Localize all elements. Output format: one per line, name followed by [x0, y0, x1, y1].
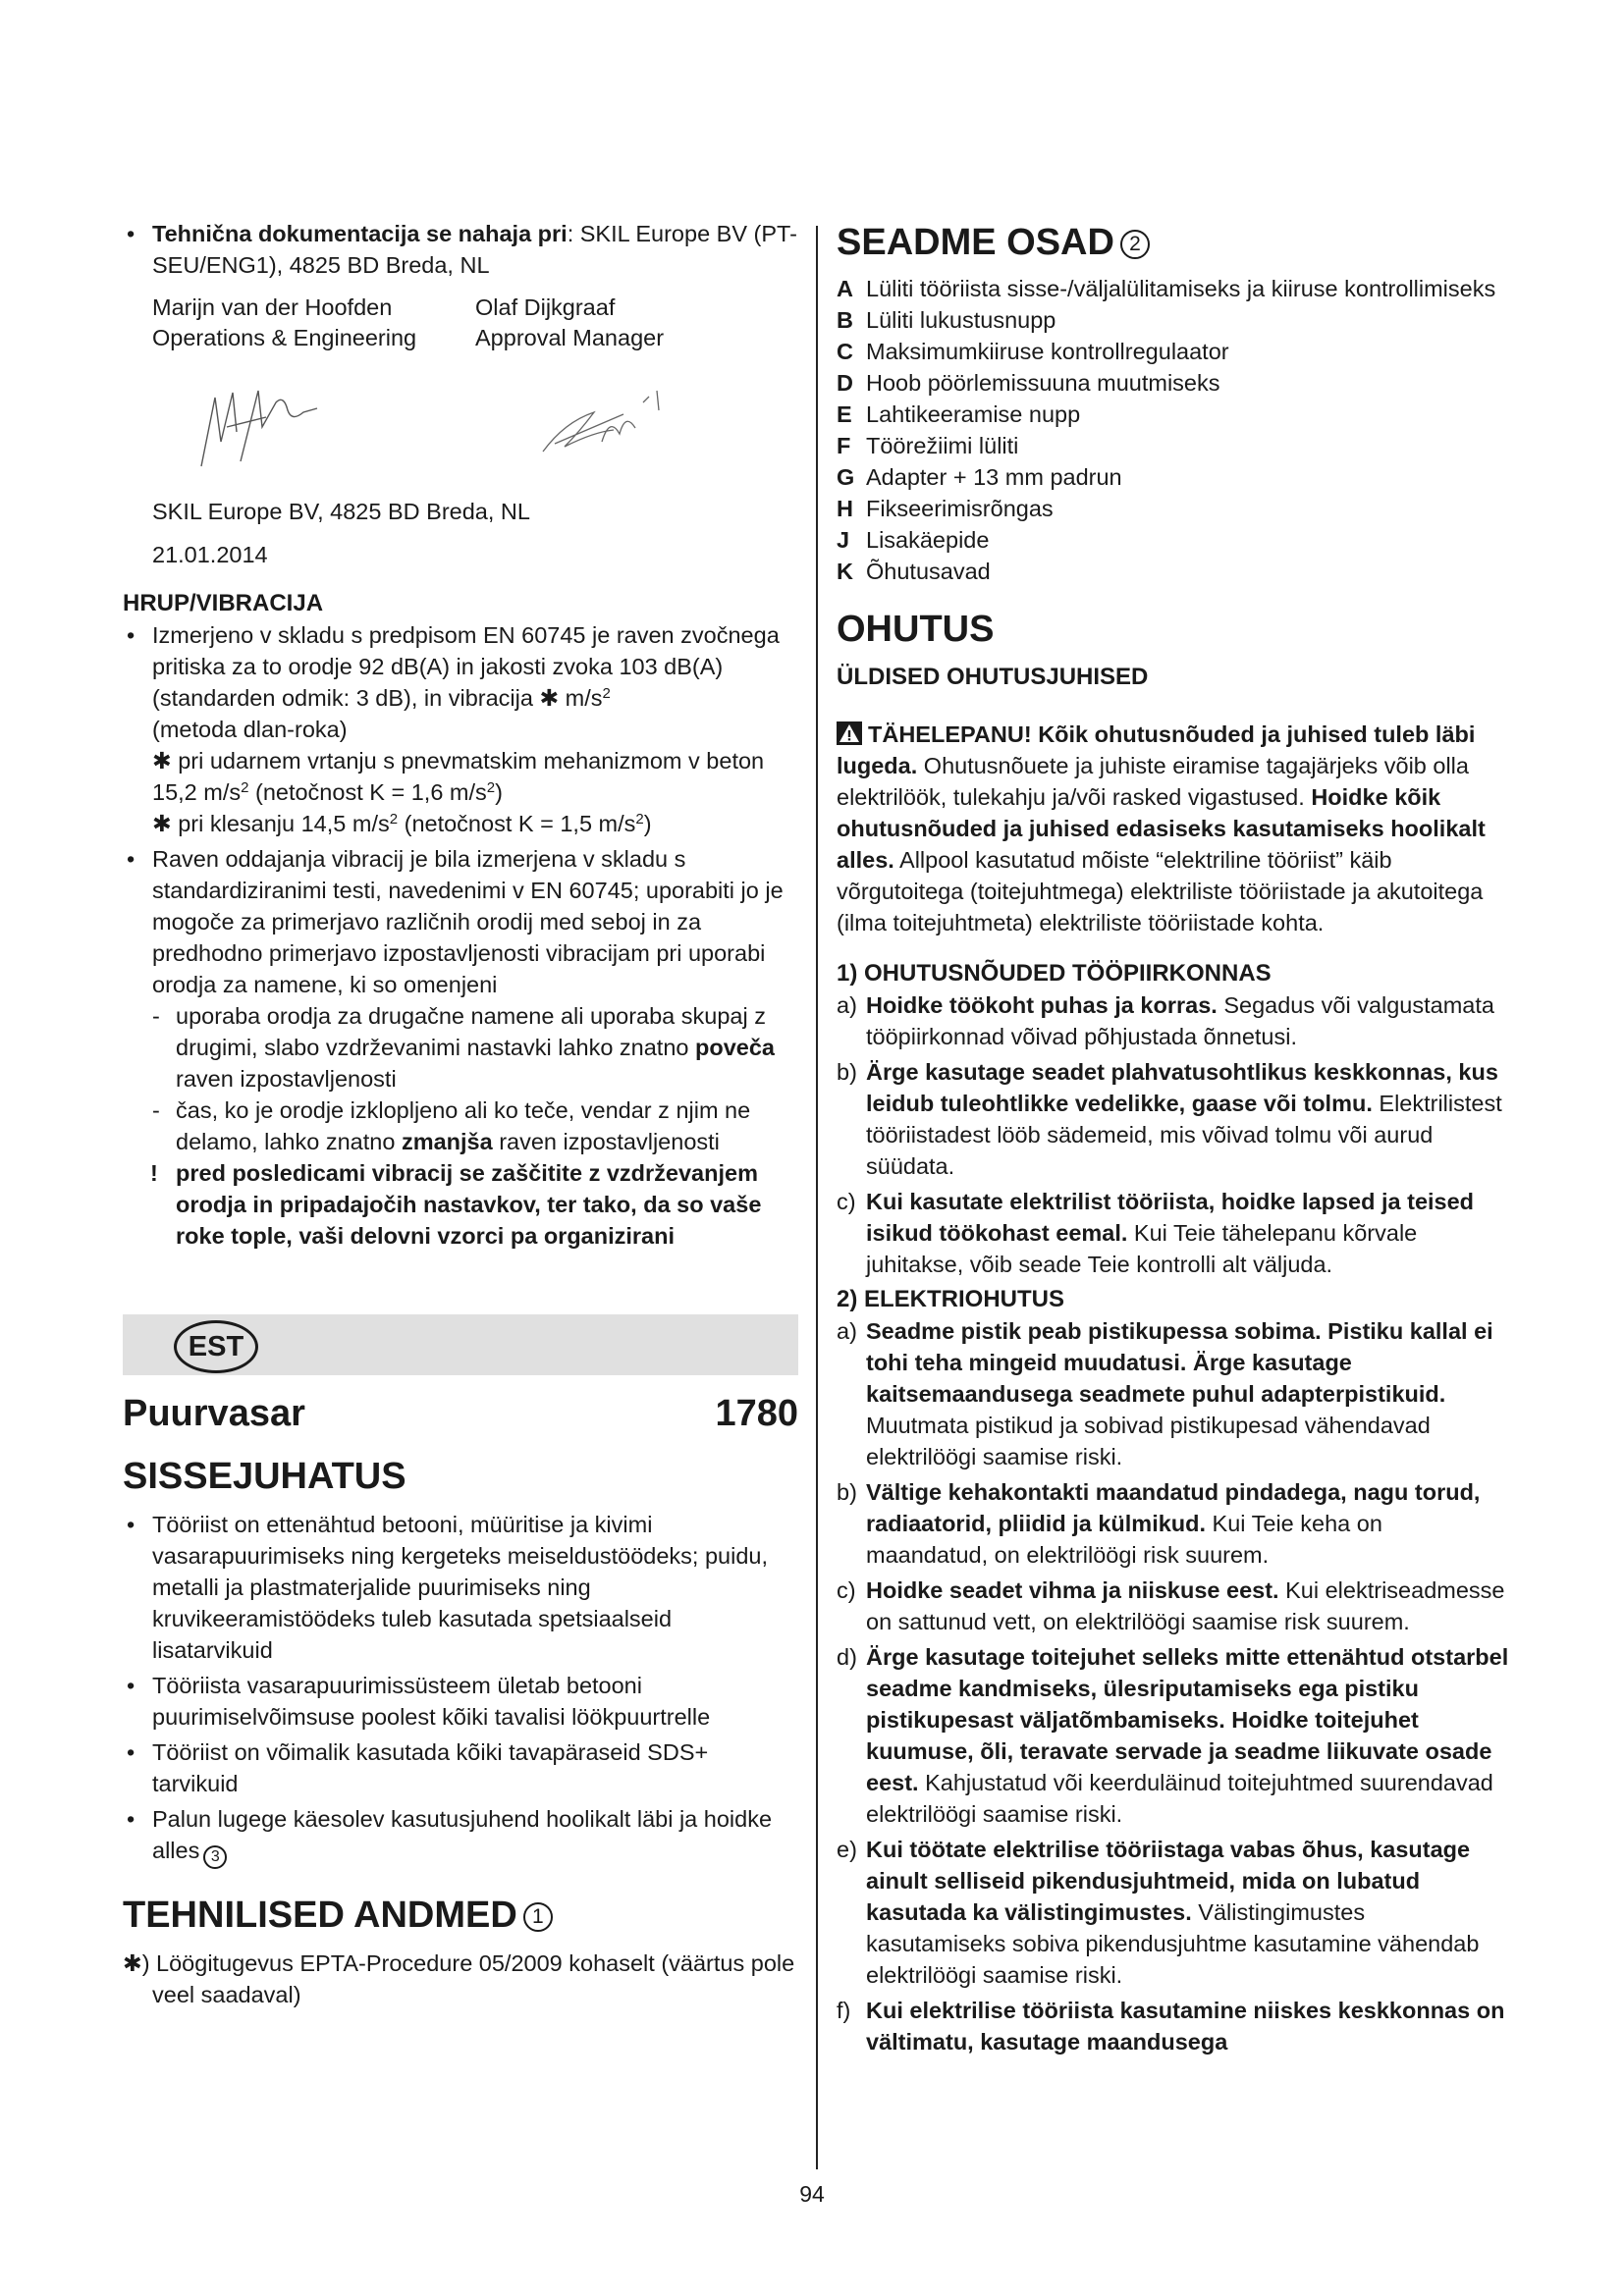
safety-item: f) Kui elektrilise tööriista kasutamine niiskes keskkonnas on vältimatu, kasutage maandusega: [837, 1998, 1505, 2055]
figure-ref-icon: 1: [523, 1902, 553, 1932]
part-item: J Lisakäepide: [837, 527, 990, 553]
tech-heading: TEHNILISED ANDMED 1: [123, 1891, 798, 1940]
tech-note: ✱) Löögitugevus EPTA-Procedure 05/2009 kohaselt (väärtus pole veel saadaval): [123, 1950, 795, 2007]
language-band: [123, 1314, 798, 1375]
hrup-bullet-1: • Izmerjeno v skladu s predpisom EN 60745 je raven zvočnega pritiska za to orodje 92 dB(A) in jakosti zvoka 103 dB(A) (standarden odmik: 3 dB), in vibracija ✱ $m/s^2$ (metoda dlan-roka) ✱ pri udarnem vrtanju s pnevmatskim mehanizmom v beton 15,2 $m/s^2$ (netočnost K = 1,6 $m/s^2$) ✱ pri klesanju 14,5 $m/s^2$ (netočnost K = 1,5 $m/s^2$): [123, 619, 798, 839]
signatory-name: Marijn van der Hoofden: [152, 294, 393, 320]
general-warning: TÄHELEPANU! Kõik ohutusnõuded ja juhised tuleb läbi lugeda. Ohutusnõuete ja juhiste eiramise tagajärjeks võib olla elektrilöök, tulekahju ja/või rasked vigastused. Hoidke kõik ohutusnõuded ja juhised edasiseks kasutamiseks hoolikalt alles. Allpool kasutatud mõiste “elektriline tööriist” käib võrgutoitega (toitejuhtmega) elektriliste tööriistade ja akutoitega (ilma toitejuhtmeta) elektriliste tööriistade kohta.: [837, 721, 1486, 935]
hrup-heading: HRUP/VIBRACIJA: [123, 590, 324, 616]
safety-item: b) Vältige kehakontakti maandatud pindadega, nagu torud, radiaatorid, pliidid ja külmikud. Kui Teie keha on maandatud, on elektrilöögi risk suurem.: [837, 1479, 1481, 1568]
tech-doc-list: [123, 218, 798, 281]
signatures: [152, 353, 798, 496]
parts-heading: SEADME OSAD 2: [837, 218, 1510, 267]
right-column: [837, 218, 1510, 2061]
intro-item: • Tööriista vasarapuurimissüsteem ületab betooni puurimiselvõimsuse poolest kõiki tavalisi löökpuurtrelle: [123, 1670, 798, 1733]
safety-item: b) Ärge kasutage seadet plahvatusohtlikus keskkonnas, kus leidub tuleohtlikke vedelikke, gaase või tolmu. Elektrilistest tööriistadest lööb sädemeid, mis võivad tolmu või aurud süüdata.: [837, 1059, 1502, 1179]
part-item: A Lüliti tööriista sisse-/väljalülitamiseks ja kiiruse kontrollimiseks: [837, 276, 1496, 301]
signatory-role: Approval Manager: [475, 325, 665, 350]
intro-item: • Tööriist on võimalik kasutada kõiki tavapäraseid SDS+ tarvikuid: [123, 1736, 798, 1799]
hrup-list: [123, 619, 798, 1000]
page-number: 94: [799, 2181, 825, 2207]
safety-item: a) Seadme pistik peab pistikupessa sobima. Pistiku kallal ei tohi teha mingeid muudatusi. Ärge kasutage kaitsemaandusega seadmete puhul adapterpistikuid. Muutmata pistikud ja sobivad pistikupesad vähendavad elektrilöögi saamise riski.: [837, 1318, 1493, 1469]
warning-icon: [837, 721, 862, 745]
electrical-safety-list: [837, 1315, 1510, 2057]
signatory-role: Operations & Engineering: [152, 325, 417, 350]
part-item: C Maksimumkiiruse kontrollregulaator: [837, 339, 1229, 364]
workplace-safety-list: [837, 989, 1510, 1280]
product-title: [123, 1389, 798, 1438]
left-column: [123, 218, 798, 2010]
signature-1: [182, 373, 329, 481]
intro-heading: SISSEJUHATUS: [123, 1456, 406, 1497]
part-item: G Adapter + 13 mm padrun: [837, 464, 1122, 490]
tech-doc-item: • Tehnična dokumentacija se nahaja pri: SKIL Europe BV (PT-SEU/ENG1), 4825 BD Breda, NL: [123, 218, 798, 281]
intro-item: • Palun lugege käesolev kasutusjuhend hoolikalt läbi ja hoidke alles 3: [123, 1803, 798, 1869]
signatory-2: [475, 293, 798, 353]
language-badge: EST: [174, 1320, 258, 1373]
part-item: H Fikseerimisrõngas: [837, 496, 1054, 521]
vibration-warning-note: ! pred posledicami vibracij se zaščitite z vzdrževanjem orodja in pripadajočih nastavkov, ter tako, da so vaše roke tople, vaši delovni vzorci pa organizirani: [150, 1160, 762, 1249]
signature-date: 21.01.2014: [152, 542, 268, 567]
intro-item: • Tööriist on ettenähtud betooni, müüritise ja kivimi vasarapuurimiseks ning kergeteks meiseldustöödeks; puidu, metalli ja plastmaterjalide puurimiseks ning kruvikeeramistöödeks tuleb kasutada spetsiaalseid lisatarvikuid: [123, 1509, 798, 1666]
safety-item: c) Kui kasutate elektrilist tööriista, hoidke lapsed ja teised isikud töökohast eemal. Kui Teie tähelepanu kõrvale juhitakse, võib seade Teie kontrolli alt väljuda.: [837, 1189, 1475, 1277]
part-item: E Lahtikeeramise nupp: [837, 401, 1081, 427]
part-item: K Õhutusavad: [837, 559, 991, 584]
hrup-bullet-2: • Raven oddajanja vibracij je bila izmerjena v skladu s standardiziranimi testi, navedenimi v EN 60745; uporabiti jo je mogoče za primerjavo različnih orodij med seboj in za predhodno primerjavo izpostavljenosti vibracijam pri uporabi orodja za namene, ki so omenjeni: [123, 843, 798, 1000]
safety-item: c) Hoidke seadet vihma ja niiskuse eest. Kui elektriseadmesse on sattunud vett, on elektrilöögi saamise risk suurem.: [837, 1577, 1505, 1634]
hrup-dash-list: [123, 1000, 798, 1157]
product-number: 1780: [715, 1393, 798, 1434]
company-address: SKIL Europe BV, 4825 BD Breda, NL: [152, 499, 530, 524]
safety-item: d) Ärge kasutage toitejuhet selleks mitte ettenähtud otstarbel seadme kandmiseks, ülesriputamiseks ega pistiku pistikupesast väljatõmbamiseks. Hoidke toitejuhet kuumuse, õli, teravate servade ja seadme liikuvate osade eest. Kahjustatud või keerduläinud toitejuhtmed suurendavad elektrilöögi saamise riski.: [837, 1644, 1509, 1827]
intro-list: [123, 1509, 798, 1869]
signatory-name: Olaf Dijkgraaf: [475, 294, 616, 320]
parts-list: [837, 273, 1510, 587]
workplace-safety-heading: 1) OHUTUSNÕUDED TÖÖPIIRKONNAS: [837, 960, 1272, 987]
signature-2: [525, 373, 673, 481]
hrup-dash-2: - čas, ko je orodje izklopljeno ali ko teče, vendar z njim ne delamo, lahko znatno zmanjša raven izpostavljenosti: [152, 1097, 751, 1154]
safety-item: a) Hoidke töökoht puhas ja korras. Segadus või valgustamata tööpiirkonnad võivad põhjustada õnnetusi.: [837, 992, 1494, 1049]
safety-heading: OHUTUS: [837, 609, 995, 650]
part-item: D Hoob pöörlemissuuna muutmiseks: [837, 370, 1220, 396]
safety-item: e) Kui töötate elektrilise tööriistaga vabas õhus, kasutage ainult selliseid pikendusjuhtmeid, mida on lubatud kasutada ka välistingimustes. Välistingimustes kasutamiseks sobiva pikendusjuhtme kasutamine vähendab elektrilöögi saamise riski.: [837, 1837, 1480, 1988]
part-item: F Töörežiimi lüliti: [837, 433, 1019, 458]
general-safety-heading: ÜLDISED OHUTUSJUHISED: [837, 664, 1149, 690]
product-name: Puurvasar: [123, 1393, 305, 1434]
column-divider: [816, 226, 818, 2169]
hrup-dash-1: - uporaba orodja za drugačne namene ali uporaba skupaj z drugimi, slabo vzdrževanimi nastavki lahko znatno poveča raven izpostavljenosti: [152, 1003, 776, 1092]
electrical-safety-heading: 2) ELEKTRIOHUTUS: [837, 1286, 1065, 1312]
figure-ref-icon: 2: [1120, 230, 1150, 259]
part-item: B Lüliti lukustusnupp: [837, 307, 1056, 333]
signatories: [152, 293, 798, 353]
signatory-1: [152, 293, 475, 353]
figure-ref-icon: 3: [203, 1845, 227, 1869]
